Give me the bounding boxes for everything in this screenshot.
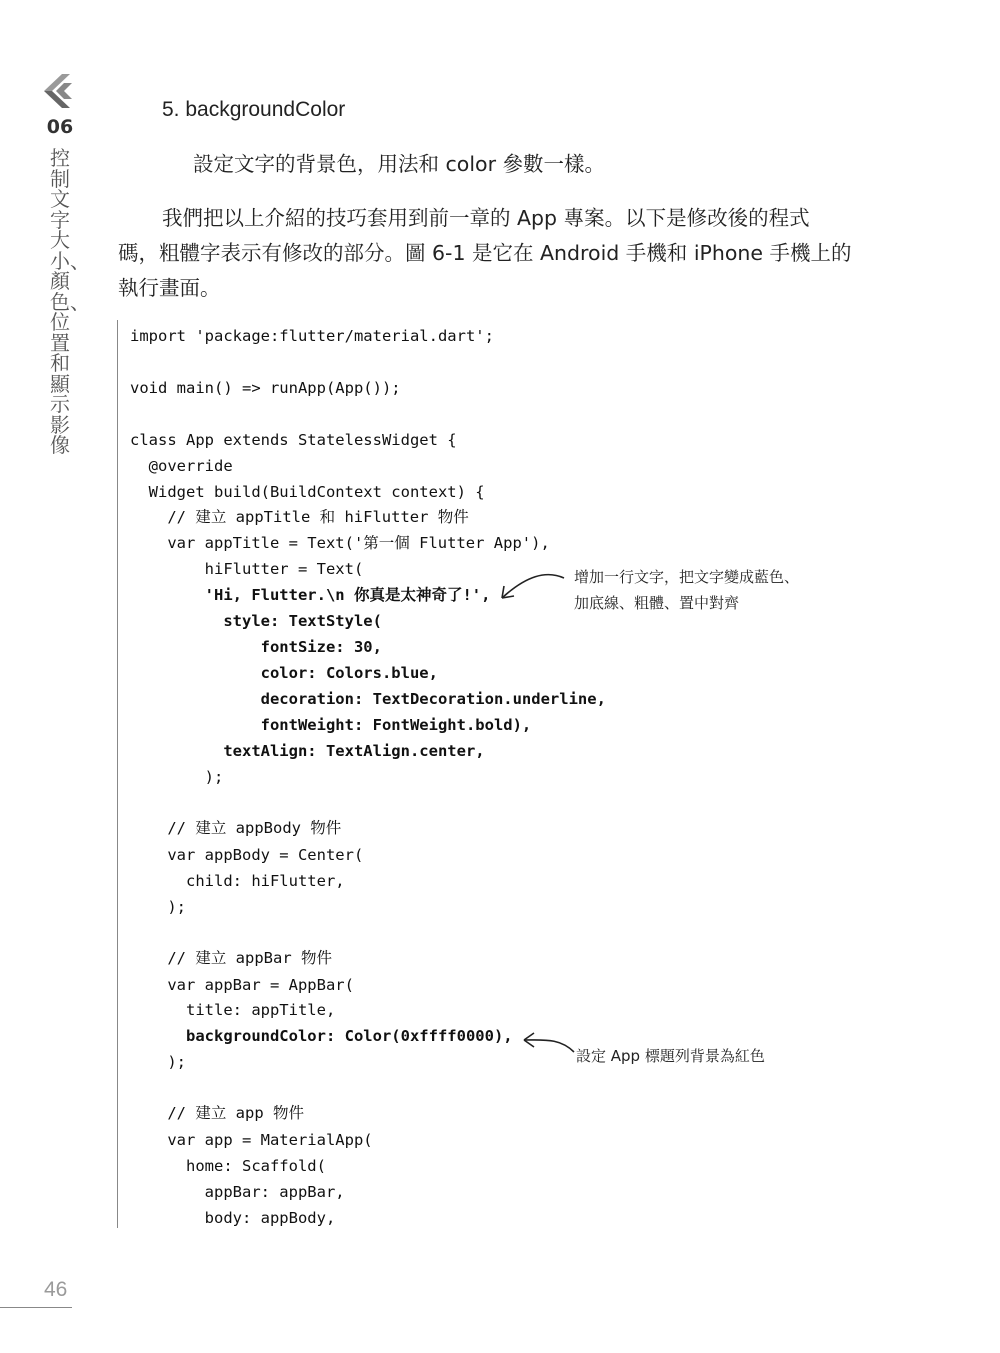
code-comment: // 建立 appBody 物件 [130, 819, 342, 837]
code-line: import 'package:flutter/material.dart'; [130, 327, 494, 345]
code-line: appBar: appBar, [130, 1183, 345, 1201]
paragraph-line: 碼，粗體字表示有修改的部分。圖 6-1 是它在 Android 手機和 iPhone 手機上的 [118, 241, 852, 265]
code-line: ); [130, 898, 186, 916]
code-block-border [117, 320, 118, 1228]
code-line-bold: color: Colors.blue, [130, 664, 438, 682]
code-comment: // 建立 app 物件 [130, 1104, 304, 1122]
page-number-rule [0, 1307, 72, 1308]
paragraph-line: 我們把以上介紹的技巧套用到前一章的 App 專案。以下是修改後的程式 [162, 206, 810, 230]
code-line-bold: textAlign: TextAlign.center, [130, 742, 485, 760]
paragraph-line: 執行畫面。 [118, 276, 221, 300]
code-line-bold: 'Hi, Flutter.\n 你真是太神奇了!', [130, 586, 491, 604]
code-line: void main() => runApp(App()); [130, 379, 401, 397]
code-line: var appBody = Center( [130, 846, 364, 864]
code-line: ); [130, 768, 224, 786]
code-line: child: hiFlutter, [130, 872, 345, 890]
code-line: hiFlutter = Text( [130, 560, 364, 578]
code-line-bold: style: TextStyle( [130, 612, 382, 630]
annotation-note: 設定 App 標題列背景為紅色 [576, 1047, 765, 1065]
code-line: ); [130, 1053, 186, 1071]
code-line: @override [130, 457, 233, 475]
arrow-icon [520, 1030, 576, 1058]
code-comment: // 建立 appBar 物件 [130, 949, 332, 967]
code-line-bold: fontWeight: FontWeight.bold), [130, 716, 532, 734]
code-comment: // 建立 appTitle 和 hiFlutter 物件 [130, 508, 469, 526]
code-line: class App extends StatelessWidget { [130, 431, 457, 449]
code-line-bold: fontSize: 30, [130, 638, 382, 656]
code-line-bold: decoration: TextDecoration.underline, [130, 690, 606, 708]
code-line: Widget build(BuildContext context) { [130, 483, 485, 501]
section-description: 設定文字的背景色，用法和 color 參數一樣。 [193, 152, 606, 176]
chapter-title: 控制文字大小、顏色、位置和顯示影像 [50, 146, 90, 457]
page-number: 46 [44, 1278, 68, 1301]
arrow-icon [496, 570, 566, 604]
code-line: home: Scaffold( [130, 1157, 326, 1175]
section-heading: 5. backgroundColor [162, 98, 346, 121]
code-line: var appTitle = Text('第一個 Flutter App'), [130, 534, 550, 552]
code-line-bold: backgroundColor: Color(0xffff0000), [130, 1027, 513, 1045]
code-line: var app = MaterialApp( [130, 1131, 373, 1149]
annotation-note: 加底線、粗體、置中對齊 [574, 594, 740, 612]
annotation-note: 增加一行文字，把文字變成藍色、 [574, 568, 800, 586]
flutter-logo-icon [44, 74, 74, 108]
code-line: body: appBody, [130, 1209, 336, 1227]
code-line: var appBar = AppBar( [130, 976, 354, 994]
code-line: title: appTitle, [130, 1001, 336, 1019]
chapter-number: 06 [46, 116, 74, 138]
